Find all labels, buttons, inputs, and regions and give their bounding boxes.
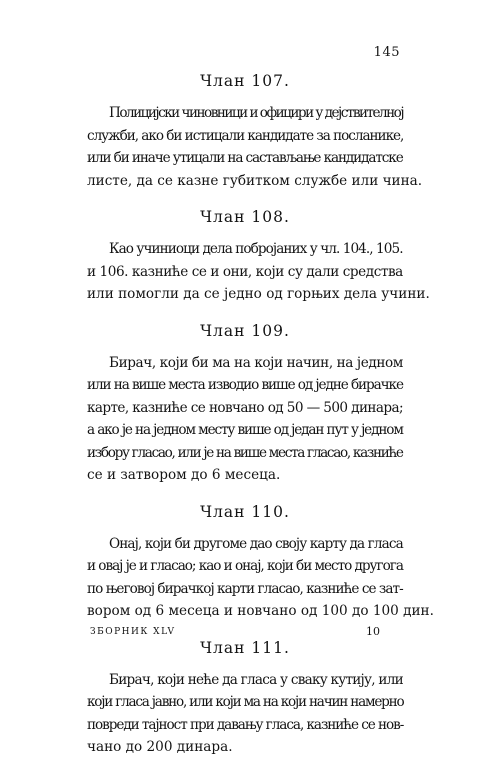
text-line: се и затвором до 6 месеца. xyxy=(87,467,281,483)
text-line: Бирач, који би ма на који начин, на једном xyxy=(109,354,403,371)
text-line: избору гласао, или је на више места гласао, казниће xyxy=(87,444,403,461)
printer-signature: ЗБОРНИК XLV xyxy=(90,627,176,637)
article-109 xyxy=(87,322,403,487)
page-content xyxy=(87,72,434,775)
text-line: и овај је и гласао; као и онај, који би место другога xyxy=(87,558,403,574)
text-line: чано до 200 динара. xyxy=(87,739,233,755)
article-heading: Члан 108. xyxy=(200,208,290,226)
text-line: који гласа јавно, или који ма на који начин намерно xyxy=(87,694,404,710)
text-line: служби, ако би истицали кандидате за посланике, xyxy=(87,127,404,144)
text-line: Полицијски чиновници и официри у дејствителној xyxy=(109,105,404,121)
article-heading: Члан 107. xyxy=(200,72,290,90)
text-line: и 106. казниће се и они, који су дали средства xyxy=(87,263,403,280)
article-body xyxy=(87,352,403,487)
article-110 xyxy=(87,502,434,623)
text-line: или помогли да се једно од горњих дела учини. xyxy=(87,286,430,302)
article-body xyxy=(87,669,403,759)
article-heading: Члан 111. xyxy=(200,638,290,657)
text-line: Онај, који би другоме дао своју карту да гласа xyxy=(109,535,403,552)
article-107 xyxy=(87,72,423,192)
text-line: а ако је на једном месту више од један пут у једном xyxy=(87,422,403,438)
article-body xyxy=(87,102,423,192)
text-line: Бирач, који неће да гласа у сваку кутију, или xyxy=(109,671,403,688)
text-line: карте, казниће се новчано од 50 — 500 динара; xyxy=(87,399,403,416)
article-108 xyxy=(87,208,430,306)
article-heading: Члан 109. xyxy=(200,321,290,340)
text-line: листе, да се казне губитком службе или чина. xyxy=(87,172,423,189)
article-body xyxy=(87,533,434,623)
text-line: или би иначе утицали на састављање кандидатске xyxy=(87,150,403,166)
text-line: Као учиниоци дела побројаних у чл. 104., 105. xyxy=(109,241,403,257)
article-heading: Члан 110. xyxy=(200,502,290,521)
text-line: вором од 6 месеца и новчано од 100 до 100 дин. xyxy=(87,603,434,619)
article-body xyxy=(87,238,430,306)
sheet-number: 10 xyxy=(366,625,380,638)
text-line: повреди тајност при давању гласа, казниће се нов- xyxy=(87,716,404,733)
article-111 xyxy=(87,639,403,759)
text-line: по његовој бирачкој карти гласао, казниће се зат- xyxy=(87,580,403,597)
text-line: или на више места изводио више од једне бирачке xyxy=(87,377,403,393)
page-number: 145 xyxy=(373,45,400,60)
